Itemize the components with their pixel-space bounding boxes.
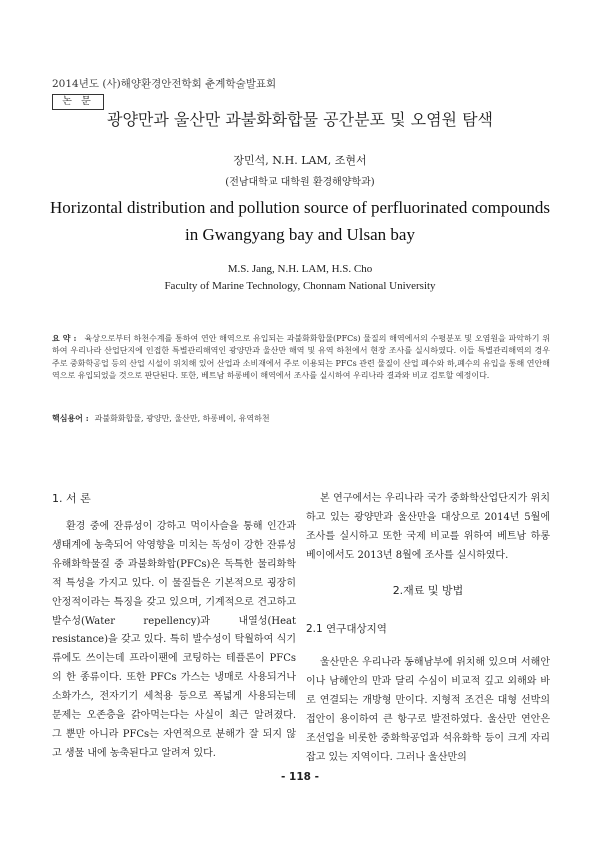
title-korean: 광양만과 울산만 과불화화합물 공간분포 및 오염원 탐색 [106,110,493,129]
title-english [0,194,600,248]
section-2-1-heading: 2.1 연구대상지역 [306,623,387,635]
abstract-text: 육상으로부터 하천수계를 통하여 연안 해역으로 유입되는 과불화화합물(PFCs) 물질의 해역에서의 수평분포 및 오염원을 파악하기 위하여 우리나라 산업단지에 인접한 특별관리해역인 광양만과 울산만 해역 및 유역 하천에서 현장 조사를 실시하였다. 이들 특별관리해역의 경우 주로 중화학공업 등의 산업 시설이 위치해 있어 산업과 소비재에서 주로 이용되는 PFCs 관련 물질이 산업 폐수와 하,폐수의 유입을 통해 연안해역으로 유입되었을 것으로 판단된다. 또한, 베트남 하롱베이 해역에서 조사를 실시하여 우리나라 결과와 비교 검토할 예정이다. [52,334,551,381]
keywords-text: 과불화화합물, 광양만, 울산만, 하롱베이, 유역하천 [94,414,270,423]
section-2-1-paragraph: 울산만은 우리나라 동해남부에 위치해 있으며 서해안이나 남해안의 만과 달리 수심이 비교적 깊고 외해와 바로 연결되는 개방형 만이다. 지형적 조건은 대형 선박의 접안이 용이하여 큰 항구로 발전하였다. 울산만 연안은 조선업을 비롯한 중화학공업과 석유화학 등이 크게 자리 잡고 있는 지역이다. 그러나 울산만의 [306,657,550,763]
keywords-label: 핵심용어 : [52,413,89,423]
right-intro-body [306,490,550,566]
keywords [52,413,550,424]
title-english-line2: in Gwangyang bay and Ulsan bay [185,225,415,244]
conference-name: 2014년도 (사)해양환경안전학회 춘계학술발표회 [52,78,277,90]
abstract-label: 요 약 : [52,333,77,343]
section-2-1-body [306,654,550,767]
authors-korean: 장민석, N.H. LAM, 조현서 [233,154,367,167]
affiliation-english: Faculty of Marine Technology, Chonnam National University [164,280,436,292]
section-1-paragraph: 환경 중에 잔류성이 강하고 먹이사슬을 통해 인간과 생태계에 농축되어 악영향을 미치는 독성이 강한 잔류성 유해화학물질 중 과불화화합(PFCs)은 독특한 물리화학적 특성을 가지고 있다. 이 물질들은 기본적으로 굉장히 안정적이라는 특징을 갖고 있으며, 기계적으로 견고하고 발수성(Water repellency)과 내열성(Heat resistance)을 갖고 있다. 특히 발수성이 탁월하여 식기류에도 쓰이는데 프라이팬에 코팅하는 테플론이 PFCs의 한 종류이다. 또한 PFCs 가스는 냉매로 사용되거나 소화가스, 전자기기 세척용 등으로 폭넓게 사용되는데 문제는 오존층을 갉아먹는다는 사실이 최근 알려졌다. 그 뿐만 아니라 PFCs는 자연적으로 분해가 잘 되지 않고 생물 내에 농축된다고 알려져 있다. [52,521,296,759]
abstract [52,332,550,383]
right-intro-paragraph: 본 연구에서는 우리나라 국가 중화학산업단지가 위치하고 있는 광양만과 울산만을 대상으로 2014년 5월에 조사를 실시하고 또한 국제 비교를 위하여 베트남 하롱베이에서도 2013년 8월에 조사를 실시하였다. [306,493,550,561]
paper-type-badge: 논 문 [52,94,104,110]
section-1-heading: 1. 서 론 [52,492,91,505]
affiliation-korean: (전남대학교 대학원 환경해양학과) [225,177,375,188]
section-1-body [52,518,296,764]
page-number: - 118 - [281,771,319,783]
title-english-line1: Horizontal distribution and pollution source of perfluorinated compounds [50,198,550,217]
authors-english: M.S. Jang, N.H. LAM, H.S. Cho [227,263,373,275]
section-2-heading: 2.재료 및 방법 [392,584,464,597]
